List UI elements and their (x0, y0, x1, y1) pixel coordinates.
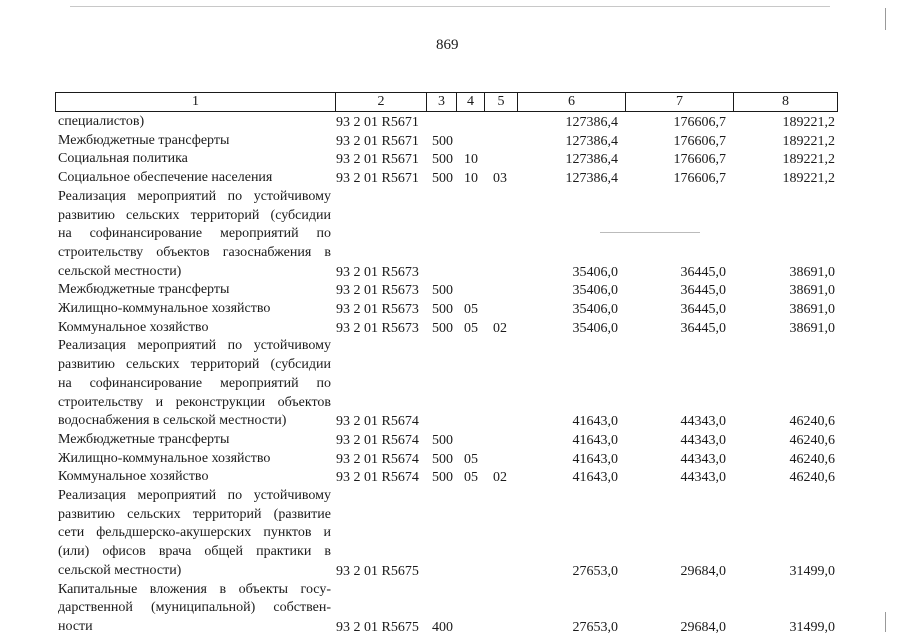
amount-col-8: 46240,6 (789, 432, 835, 448)
amount-col-7: 36445,0 (680, 320, 726, 336)
amount-col-7: 176606,7 (673, 133, 726, 149)
row-text-line: Межбюджетные трансферты (58, 431, 230, 447)
row-text-line: Межбюджетные трансферты (58, 282, 230, 298)
amount-col-8: 46240,6 (789, 414, 835, 430)
budget-code: 93 2 01 R5673 (336, 264, 419, 280)
row-text-line: Реализация мероприятий по устойчивому (58, 338, 331, 354)
row-text-line: специалистов) (58, 114, 145, 129)
amount-col-7: 176606,7 (673, 152, 726, 168)
amount-col-6: 127386,4 (565, 133, 618, 149)
row-text-line: сельской местности) (58, 263, 182, 279)
section-code: 10 (464, 171, 478, 187)
expense-type: 500 (432, 152, 453, 168)
amount-col-6: 27653,0 (572, 619, 618, 635)
subsection-code: 03 (493, 171, 507, 187)
budget-code: 93 2 01 R5675 (336, 563, 419, 579)
amount-col-6: 127386,4 (565, 171, 618, 187)
amount-col-8: 38691,0 (789, 302, 835, 317)
budget-code: 93 2 01 R5673 (336, 302, 419, 317)
amount-col-8: 38691,0 (789, 264, 835, 280)
expense-type: 500 (432, 133, 453, 149)
section-code: 05 (464, 302, 478, 317)
table-header (55, 92, 838, 112)
amount-col-8: 38691,0 (789, 320, 835, 336)
header-col-6: 6 (518, 93, 626, 111)
budget-code: 93 2 01 R5671 (336, 133, 419, 149)
scan-artifact (70, 6, 830, 7)
budget-code: 93 2 01 R5671 (336, 152, 419, 168)
amount-col-7: 36445,0 (680, 264, 726, 280)
amount-col-7: 176606,7 (673, 171, 726, 187)
expense-type: 500 (432, 302, 453, 317)
expense-type: 500 (432, 171, 453, 187)
row-text-line: Реализация мероприятий по устойчивому (58, 188, 331, 204)
row-text-line: Коммунальное хозяйство (58, 469, 209, 485)
header-col-1: 1 (56, 93, 336, 111)
amount-col-7: 176606,7 (673, 115, 726, 130)
amount-col-6: 127386,4 (565, 152, 618, 168)
row-text-line: Жилищно-коммунальное хозяйство (58, 301, 271, 316)
row-text-line: развитию сельских территорий (субсидии (58, 207, 331, 223)
expense-type: 500 (432, 470, 453, 486)
budget-code: 93 2 01 R5675 (336, 619, 419, 635)
subsection-code: 02 (493, 470, 507, 486)
row-text-line: (или) офисов врача общей практики в (58, 544, 331, 560)
row-text-line: развитию сельских территорий (субсидии (58, 357, 331, 373)
amount-col-8: 189221,2 (782, 133, 835, 149)
amount-col-7: 44343,0 (680, 432, 726, 448)
expense-type: 400 (432, 619, 453, 635)
scan-artifact (600, 232, 700, 233)
row-text-line: дарственной (муниципальной) собствен- (58, 600, 331, 616)
amount-col-6: 35406,0 (572, 302, 618, 317)
row-text-line: Социальное обеспечение населения (58, 170, 273, 186)
section-code: 05 (464, 451, 478, 467)
scan-artifact (885, 612, 886, 632)
header-col-2: 2 (336, 93, 427, 111)
expense-type: 500 (432, 432, 453, 448)
header-col-4: 4 (457, 93, 485, 111)
row-text-line: Капитальные вложения в объекты госу- (58, 581, 331, 597)
amount-col-6: 41643,0 (572, 451, 618, 467)
scan-artifact (885, 8, 886, 30)
row-text-line: на софинансирование мероприятий по (58, 375, 331, 391)
row-text-line: сельской местности) (58, 562, 182, 578)
amount-col-6: 27653,0 (572, 563, 618, 579)
budget-code: 93 2 01 R5671 (336, 171, 419, 187)
expense-type: 500 (432, 320, 453, 336)
section-code: 05 (464, 470, 478, 486)
budget-code: 93 2 01 R5671 (336, 115, 419, 130)
expense-type: 500 (432, 283, 453, 299)
amount-col-8: 31499,0 (789, 619, 835, 635)
expense-type: 500 (432, 451, 453, 467)
amount-col-7: 29684,0 (680, 563, 726, 579)
amount-col-7: 44343,0 (680, 414, 726, 430)
amount-col-7: 29684,0 (680, 619, 726, 635)
amount-col-7: 36445,0 (680, 283, 726, 299)
amount-col-8: 189221,2 (782, 115, 835, 130)
amount-col-8: 31499,0 (789, 563, 835, 579)
section-code: 05 (464, 320, 478, 336)
budget-code: 93 2 01 R5674 (336, 451, 419, 467)
section-code: 10 (464, 152, 478, 168)
header-col-5: 5 (485, 93, 518, 111)
row-text-line: развитию сельских территорий (развитие (58, 506, 331, 522)
amount-col-6: 41643,0 (572, 414, 618, 430)
budget-code: 93 2 01 R5673 (336, 320, 419, 336)
budget-code: 93 2 01 R5673 (336, 283, 419, 299)
row-text-line: Коммунальное хозяйство (58, 319, 209, 335)
row-text-line: строительству объектов газоснабжения в (58, 244, 331, 260)
row-text-line: на софинансирование мероприятий по (58, 226, 331, 242)
header-col-8: 8 (782, 94, 789, 109)
amount-col-6: 41643,0 (572, 470, 618, 486)
amount-col-6: 35406,0 (572, 283, 618, 299)
page-number: 869 (436, 37, 459, 53)
row-text-line: строительству и реконструкции объектов (58, 394, 331, 410)
header-col-7: 7 (626, 93, 734, 111)
header-col-3: 3 (427, 93, 457, 111)
amount-col-8: 46240,6 (789, 470, 835, 486)
row-text-line: Жилищно-коммунальное хозяйство (58, 450, 271, 466)
amount-col-6: 41643,0 (572, 432, 618, 448)
row-text-line: Социальная политика (58, 151, 188, 167)
budget-code: 93 2 01 R5674 (336, 470, 419, 486)
budget-code: 93 2 01 R5674 (336, 432, 419, 448)
amount-col-7: 44343,0 (680, 470, 726, 486)
row-text-line: Реализация мероприятий по устойчивому (58, 488, 331, 503)
row-text-line: ности (58, 618, 93, 634)
amount-col-8: 189221,2 (782, 171, 835, 187)
budget-code: 93 2 01 R5674 (336, 414, 419, 430)
amount-col-6: 35406,0 (572, 264, 618, 280)
row-text-line: сети фельдшерско-акушерских пунктов и (58, 525, 331, 541)
row-text-line: водоснабжения в сельской местности) (58, 413, 287, 429)
amount-col-6: 127386,4 (565, 115, 618, 130)
amount-col-8: 38691,0 (789, 283, 835, 299)
amount-col-8: 189221,2 (782, 152, 835, 168)
subsection-code: 02 (493, 320, 507, 336)
row-text-line: Межбюджетные трансферты (58, 132, 230, 148)
amount-col-7: 44343,0 (680, 451, 726, 467)
amount-col-7: 36445,0 (680, 302, 726, 317)
amount-col-8: 46240,6 (789, 451, 835, 467)
amount-col-6: 35406,0 (572, 320, 618, 336)
